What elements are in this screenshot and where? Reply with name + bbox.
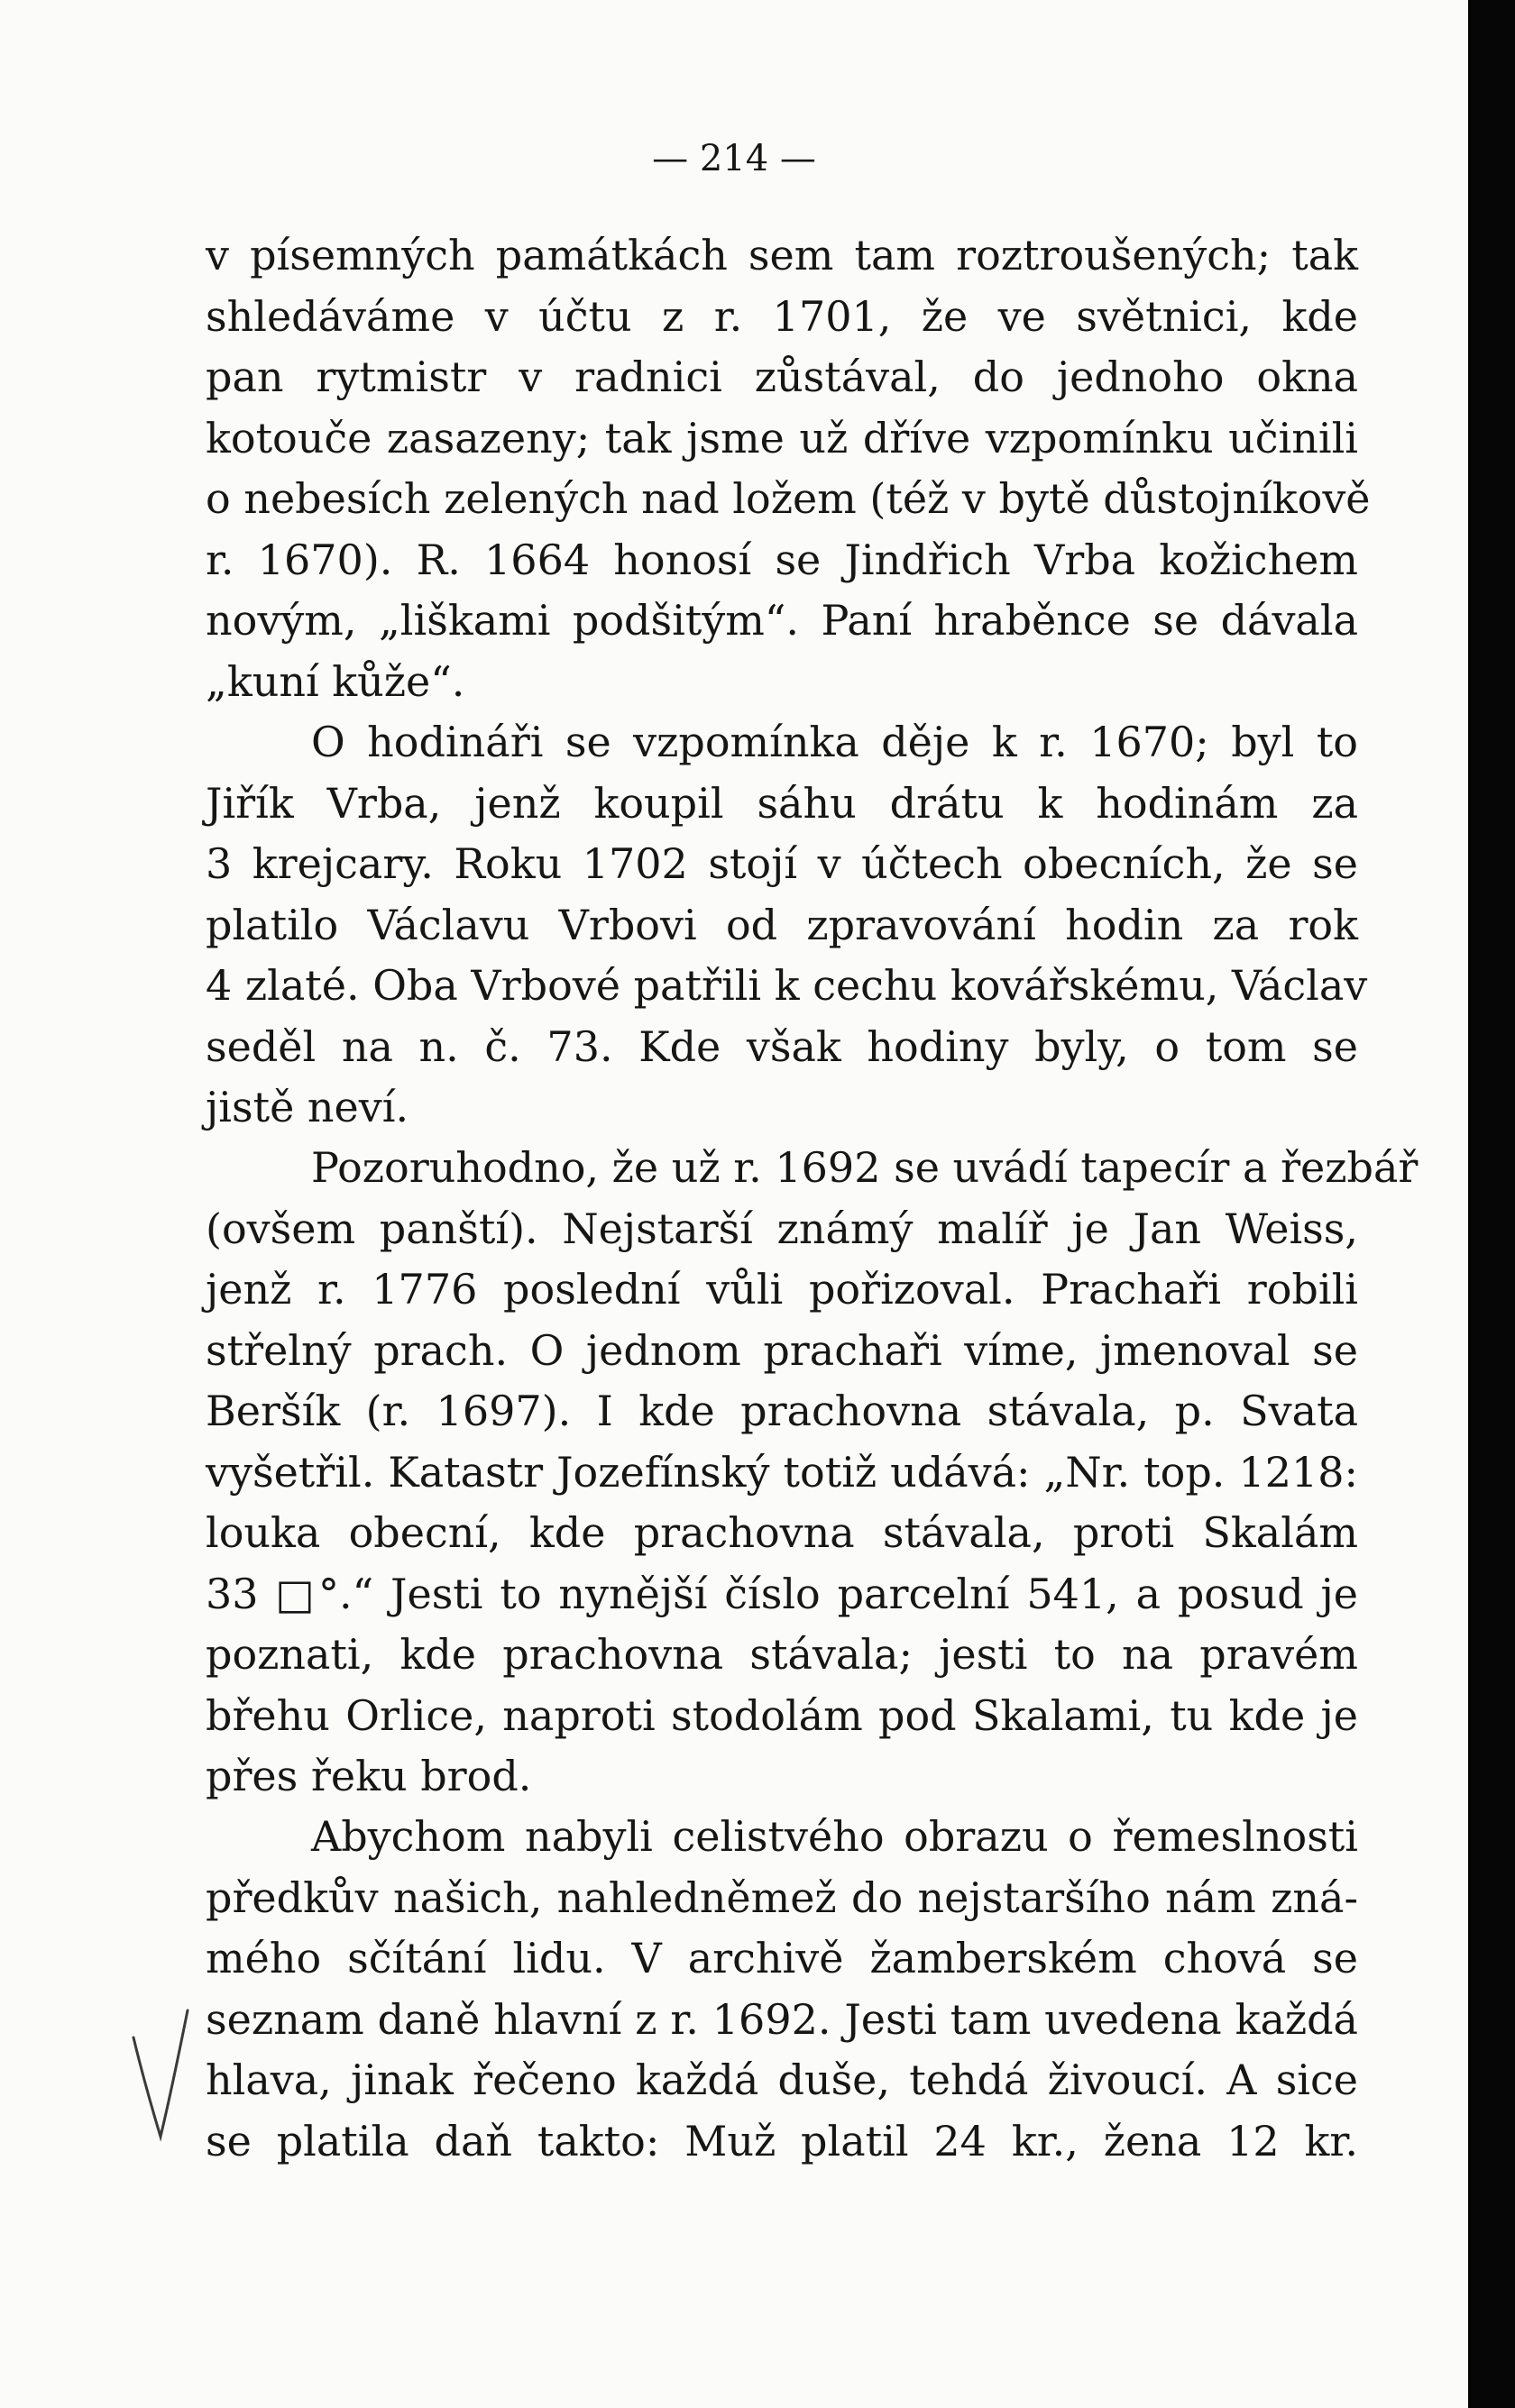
pencil-check-mark (126, 2001, 207, 2146)
text-line: střelný prach. O jednom prachaři víme, jmenoval se (206, 1325, 1358, 1375)
paragraph-2 (206, 712, 1368, 1139)
text-line: r. 1670). R. 1664 honosí se Jindřich Vrba kožichem (206, 535, 1358, 584)
text-line: Jiřík Vrba, jenž koupil sáhu drátu k hodinám za (206, 778, 1358, 828)
text-line: přes řeku brod. (206, 1752, 532, 1800)
text-line: novým, „liškami podšitým“. Paní hraběnce se dávala (206, 596, 1358, 645)
text-line: Abychom nabyli celistvého obrazu o řemeslnosti (311, 1812, 1358, 1861)
text-line: seděl na n. č. 73. Kde však hodiny byly, o tom se (206, 1021, 1358, 1071)
paragraph-1 (206, 225, 1371, 712)
text-line: vyšetřil. Katastr Jozefínský totiž udává: „Nr. top. 1218: (206, 1447, 1358, 1497)
text-line: v písemných památkách sem tam roztroušených; tak (206, 231, 1358, 279)
text-line: pan rytmistr v radnici zůstával, do jednoho okna (206, 353, 1358, 401)
text-line: jistě neví. (206, 1083, 409, 1131)
paragraph-3 (206, 1138, 1419, 1808)
text-line: kotouče zasazeny; tak jsme už dříve vzpomínku učinili (206, 413, 1358, 462)
text-line: poznati, kde prachovna stávala; jesti to na pravém (206, 1630, 1358, 1679)
text-line: předkův našich, nahledněmež do nejstaršího nám zná- (206, 1872, 1358, 1922)
text-line: seznam daně hlavní z r. 1692. Jesti tam uvedena každá (206, 1994, 1358, 2044)
text-line: shledáváme v účtu z r. 1701, že ve světnici, kde (206, 291, 1358, 341)
page-number: — 214 — (652, 138, 816, 179)
scan-edge-border (1468, 0, 1515, 2408)
text-line: 3 krejcary. Roku 1702 stojí v účtech obecních, že se (206, 839, 1358, 888)
text-line: jenž r. 1776 poslední vůli pořizoval. Prachaři robili (206, 1265, 1358, 1314)
text-line: Beršík (r. 1697). I kde prachovna stávala, p. Svata (206, 1387, 1358, 1435)
text-line: se platila daň takto: Muž platil 24 kr., žena 12 kr. (206, 2116, 1358, 2165)
text-line: 4 zlaté. Oba Vrbové patřili k cechu kovářskému, Václav (206, 961, 1368, 1010)
text-line: louka obecní, kde prachovna stávala, proti Skalám (206, 1508, 1358, 1557)
text-line: „kuní kůže“. (206, 656, 465, 706)
text-line: (ovšem panští). Nejstarší známý malíř je Jan Weiss, (206, 1204, 1358, 1253)
text-line: Pozoruhodno, že už r. 1692 se uvádí tapecír a řezbář (311, 1143, 1419, 1192)
text-line: 33 □°.“ Jesti to nynější číslo parcelní 541, a posud je (206, 1569, 1358, 1618)
text-line: platilo Václavu Vrbovi od zpravování hodin za rok (206, 900, 1358, 949)
text-line: mého sčítání lidu. V archivě žamberském chová se (206, 1934, 1358, 1982)
text-line: o nebesích zelených nad ložem (též v bytě důstojníkově (206, 474, 1371, 523)
text-line: břehu Orlice, naproti stodolám pod Skalami, tu kde je (206, 1690, 1358, 1740)
text-line: O hodináři se vzpomínka děje k r. 1670; byl to (311, 718, 1358, 766)
text-line: hlava, jinak řečeno každá duše, tehdá živoucí. A sice (206, 2055, 1358, 2104)
paragraph-4 (206, 1807, 1358, 2172)
